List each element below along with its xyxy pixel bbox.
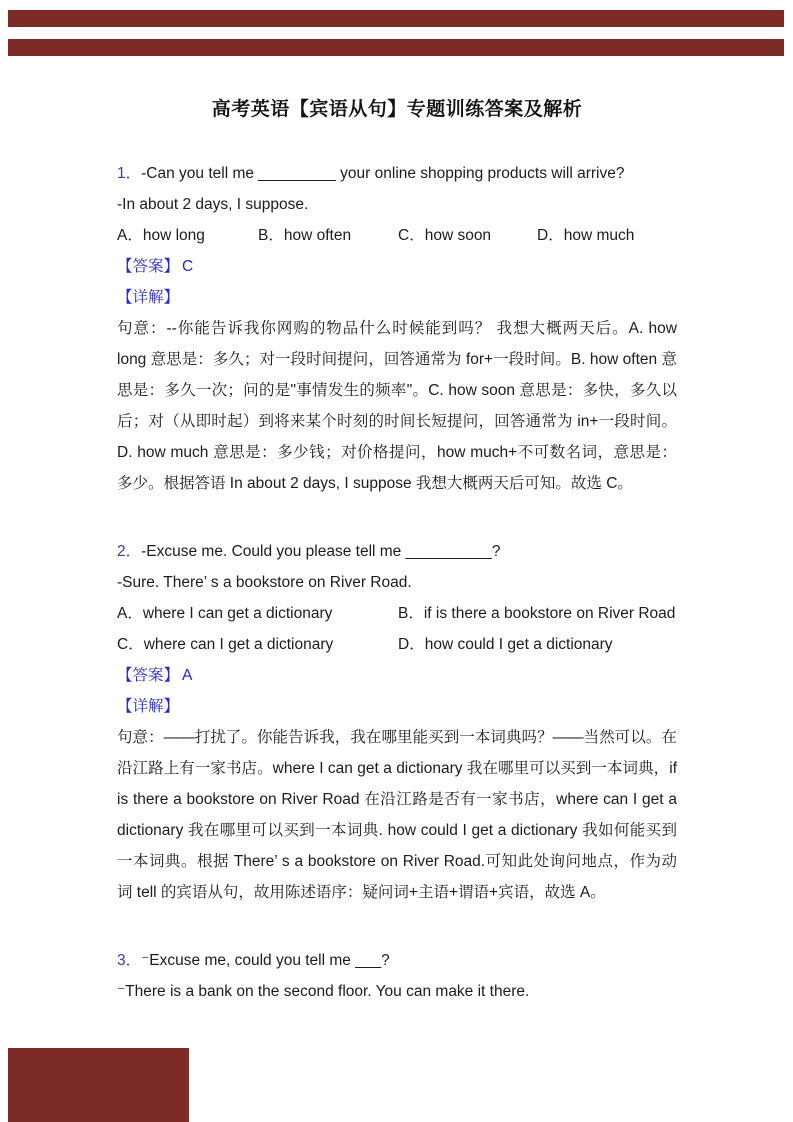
question-1-number: 1． <box>117 165 142 182</box>
question-2-options <box>117 598 677 660</box>
option-c-label: C． <box>117 636 144 653</box>
question-1-explanation: 句意：--你能告诉我你网购的物品什么时候能到吗？ 我想大概两天后。A. how long 意思是：多久；对一段时间提问，回答通常为 for+一段时间。B. how often 意思是：多久一次；问的是"事情发生的频率"。C. how soon 意思是：多快，多久以后；对（从即时起）到将来某个时刻的时间长短提问，回答通常为 in+一段时间。D. how much 意思是：多少钱；对价格提问，how much+不可数名词，意思是：多少。根据答语 In about 2 days, I suppose 我想大概两天后可知。故选 C。 <box>117 320 677 492</box>
question-2-explanation: 句意：——打扰了。你能告诉我，我在哪里能买到一本词典吗？——当然可以。在沿江路上有一家书店。where I can get a dictionary 我在哪里可以买到一本词典，if is there a bookstore on River Road 在沿江路是否有一家书店，where can I get a dictionary 我在哪里可以买到一本词典. how could I get a dictionary 我如何能买到一本词典。根据 There’ s a bookstore on River Road.可知此处询问地点，作为动词 tell 的宾语从句，故用陈述语序：疑问词+主语+谓语+宾语，故选 A。 <box>117 729 677 901</box>
question-3-stem <box>117 945 677 976</box>
page-title: 高考英语【宾语从句】专题训练答案及解析 <box>211 99 583 120</box>
option-b-label: B． <box>258 227 284 244</box>
answer-letter: C <box>182 258 194 275</box>
question-2 <box>117 536 677 908</box>
option-a-text: how long <box>142 227 205 244</box>
option-b-text: if is there a bookstore on River Road <box>423 605 676 622</box>
option-d-text: how much <box>563 227 635 244</box>
answer-label: 【答案】 <box>117 258 180 275</box>
option-d <box>398 629 677 660</box>
question-2-reply: -Sure. There’ s a bookstore on River Road. <box>117 574 412 591</box>
question-2-stem <box>117 536 677 567</box>
detail-label: 【详解】 <box>117 289 180 306</box>
option-d-label: D． <box>537 227 564 244</box>
option-d-text: how could I get a dictionary <box>424 636 613 653</box>
question-1-reply: -In about 2 days, I suppose. <box>117 196 309 213</box>
option-b-label: B． <box>398 605 424 622</box>
question-1 <box>117 158 677 499</box>
answer-label: 【答案】 <box>117 667 180 684</box>
question-3-reply: ⁻There is a bank on the second floor. You can make it there. <box>117 983 530 1000</box>
redaction-bar-bottom-left <box>8 1048 189 1122</box>
question-3-stem-text: ⁻Excuse me, could you tell me ___? <box>141 952 390 969</box>
option-c-label: C． <box>398 227 425 244</box>
question-1-answer-line <box>117 251 677 282</box>
option-c <box>398 220 537 251</box>
option-b <box>398 598 677 629</box>
option-b-text: how often <box>283 227 352 244</box>
question-2-number: 2． <box>117 543 142 560</box>
question-1-options <box>117 220 677 251</box>
option-b <box>258 220 398 251</box>
option-a-label: A． <box>117 605 143 622</box>
option-d <box>537 220 677 251</box>
question-2-answer-line <box>117 660 677 691</box>
option-c-text: where can I get a dictionary <box>143 636 334 653</box>
question-1-stem <box>117 158 677 189</box>
detail-label: 【详解】 <box>117 698 180 715</box>
option-a-text: where I can get a dictionary <box>142 605 333 622</box>
option-a-label: A． <box>117 227 143 244</box>
question-3-number: 3． <box>117 952 142 969</box>
option-c-text: how soon <box>424 227 492 244</box>
answer-letter: A <box>182 667 193 684</box>
option-c <box>117 629 398 660</box>
option-a <box>117 598 398 629</box>
question-3 <box>117 945 677 1007</box>
document-body <box>117 0 677 1007</box>
option-a <box>117 220 258 251</box>
question-2-stem-text: -Excuse me. Could you please tell me __________? <box>141 543 501 560</box>
option-d-label: D． <box>398 636 425 653</box>
question-1-stem-text: -Can you tell me _________ your online shopping products will arrive? <box>141 165 625 182</box>
